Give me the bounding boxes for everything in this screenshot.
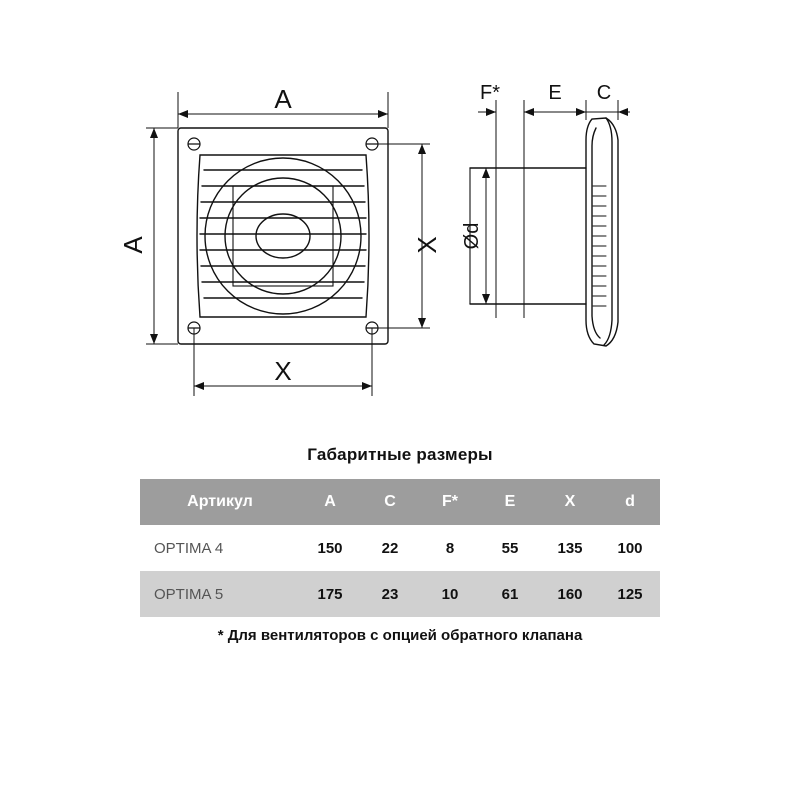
- label-e: E: [548, 82, 562, 104]
- cell-f: 8: [445, 539, 455, 557]
- table-row: [140, 571, 660, 617]
- fan-circles: [205, 158, 361, 314]
- cell-article: OPTIMA 5: [154, 585, 224, 603]
- table-header-row: [140, 479, 660, 525]
- cell-article: OPTIMA 4: [154, 539, 224, 557]
- cell-c: 23: [381, 585, 399, 603]
- side-view-body: [470, 118, 618, 346]
- cell-x: 135: [557, 539, 583, 557]
- label-mount-x-vertical: X: [412, 236, 442, 254]
- inner-square: [233, 186, 333, 286]
- cell-c: 22: [381, 539, 399, 557]
- cell-e: 55: [501, 539, 519, 557]
- column-header-f: F*: [442, 493, 458, 510]
- column-header-e: E: [504, 493, 516, 510]
- column-header-a: A: [324, 493, 336, 510]
- cell-d: 100: [617, 539, 643, 557]
- cell-d: 125: [617, 585, 643, 603]
- grille-body: [197, 155, 369, 317]
- label-f-star: F*: [480, 82, 500, 104]
- dimensions-table: [140, 479, 660, 617]
- front-view-frame: [178, 128, 388, 344]
- cell-x: 160: [557, 585, 583, 603]
- table-row: [140, 525, 660, 571]
- column-header-c: C: [384, 493, 396, 510]
- cell-f: 10: [441, 585, 459, 603]
- dimensions-section: [0, 445, 800, 644]
- table-footnote: * Для вентиляторов с опцией обратного клапана: [217, 627, 583, 644]
- mounting-holes: [188, 138, 378, 334]
- label-width-a: A: [274, 84, 292, 114]
- cell-a: 150: [317, 539, 343, 557]
- column-header-d: d: [625, 493, 635, 510]
- label-mount-x-horizontal: X: [274, 356, 292, 386]
- label-height-a: A: [118, 236, 148, 254]
- side-view-dimensions: [478, 100, 630, 318]
- table-header: [140, 479, 660, 525]
- table-body: [140, 525, 660, 617]
- column-header-x: X: [564, 493, 576, 510]
- column-header-article: Артикул: [187, 493, 253, 510]
- label-c: C: [596, 82, 612, 104]
- label-diameter-d: Ød: [461, 222, 483, 250]
- cell-a: 175: [317, 585, 343, 603]
- table-title: Габаритные размеры: [307, 445, 493, 464]
- cell-e: 61: [501, 585, 519, 603]
